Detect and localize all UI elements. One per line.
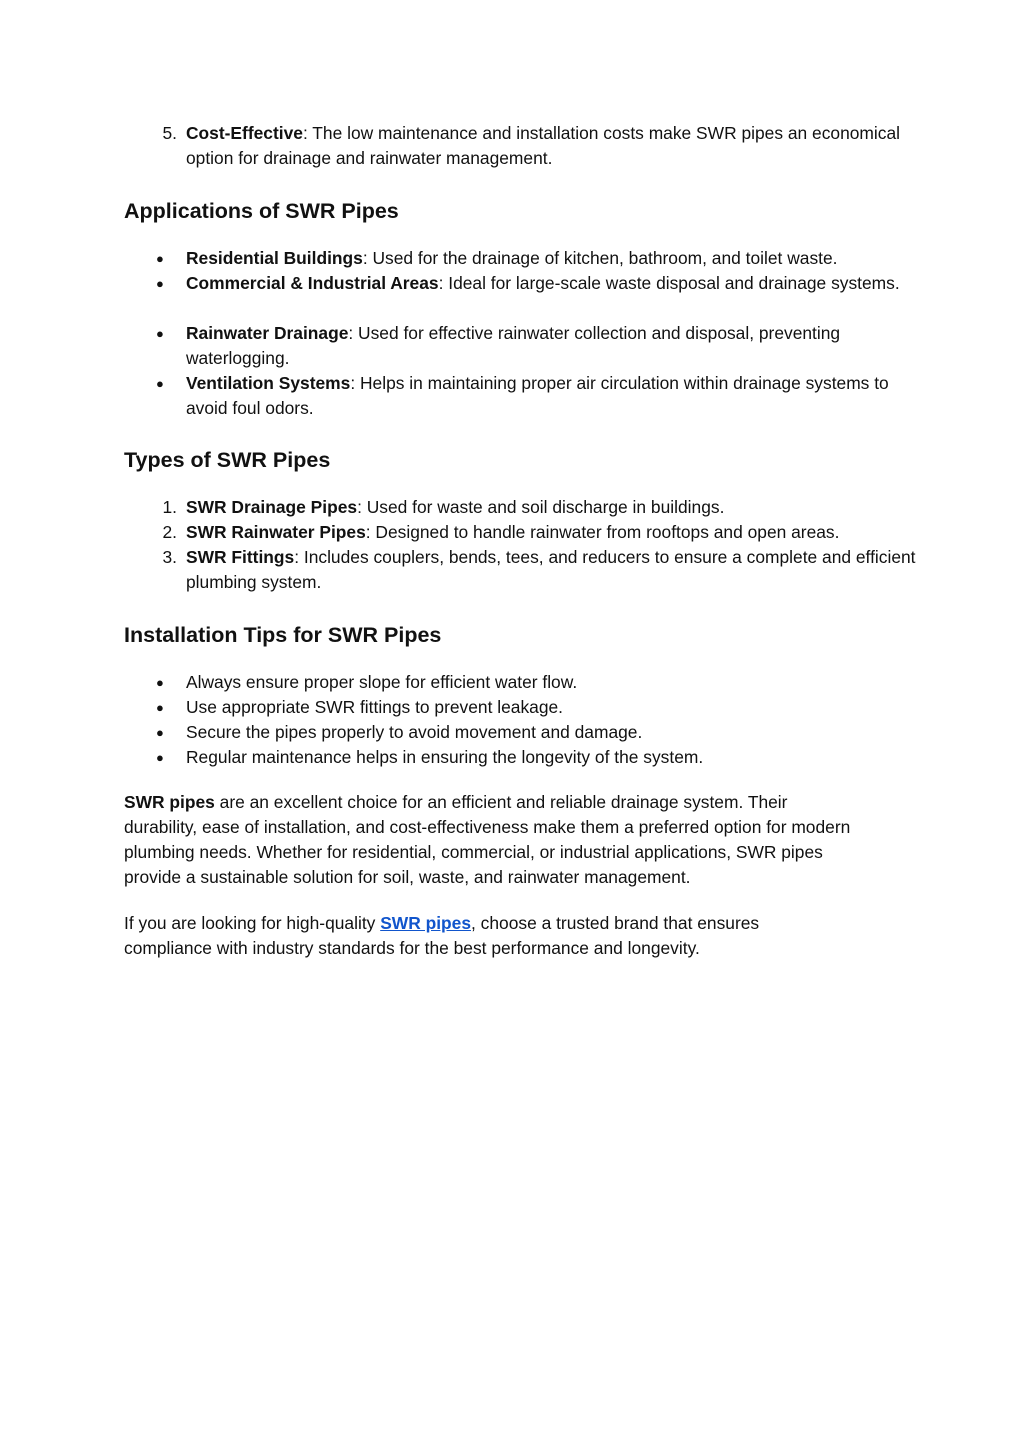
list-text: Regular maintenance helps in ensuring the longevity of the system. bbox=[186, 747, 704, 767]
bullet-icon: ● bbox=[156, 276, 164, 291]
applications-heading: Applications of SWR Pipes bbox=[124, 199, 399, 223]
list-item-cost-effective bbox=[162, 121, 916, 171]
bullet-icon: ● bbox=[156, 326, 164, 341]
bullet-icon: ● bbox=[156, 750, 164, 765]
installation-heading: Installation Tips for SWR Pipes bbox=[124, 623, 442, 647]
list-item-ventilation bbox=[156, 371, 916, 421]
list-text: Always ensure proper slope for efficient water flow. bbox=[186, 672, 578, 692]
list-text: Use appropriate SWR fittings to prevent leakage. bbox=[186, 697, 563, 717]
list-number: 2. bbox=[162, 522, 177, 542]
list-item-fittings bbox=[162, 545, 916, 595]
list-text: : The low maintenance and installation costs make SWR pipes an economical option for drainage and rainwater management. bbox=[186, 123, 901, 168]
list-term: Rainwater Drainage bbox=[186, 323, 349, 343]
cta-text-before: If you are looking for high-quality bbox=[124, 913, 381, 933]
list-term: Cost-Effective bbox=[186, 123, 303, 143]
list-item-tip-maintenance bbox=[156, 745, 916, 770]
cta-text-after: , choose a trusted brand that ensures compliance with industry standards for the best performance and longevity. bbox=[124, 913, 760, 958]
list-term: Commercial & Industrial Areas bbox=[186, 273, 439, 293]
list-number: 5. bbox=[162, 123, 177, 143]
list-text: : Used for waste and soil discharge in buildings. bbox=[357, 497, 725, 517]
bullet-icon: ● bbox=[156, 725, 164, 740]
list-item-tip-fittings bbox=[156, 695, 916, 720]
bullet-icon: ● bbox=[156, 700, 164, 715]
list-number: 1. bbox=[162, 497, 177, 517]
list-text: : Ideal for large-scale waste disposal and drainage systems. bbox=[438, 273, 900, 293]
list-term: Residential Buildings bbox=[186, 248, 363, 268]
bullet-icon: ● bbox=[156, 675, 164, 690]
list-text: : Used for effective rainwater collection and disposal, preventing waterlogging. bbox=[186, 323, 841, 368]
list-item-residential bbox=[156, 246, 916, 271]
conclusion-term: SWR pipes bbox=[124, 792, 215, 812]
bullet-icon: ● bbox=[156, 376, 164, 391]
list-item-commercial bbox=[156, 271, 916, 296]
list-text: : Used for the drainage of kitchen, bathroom, and toilet waste. bbox=[362, 248, 838, 268]
list-text: : Designed to handle rainwater from rooftops and open areas. bbox=[365, 522, 840, 542]
cta-paragraph bbox=[124, 911, 844, 961]
list-term: SWR Drainage Pipes bbox=[186, 497, 358, 517]
bullet-icon: ● bbox=[156, 251, 164, 266]
list-text: : Helps in maintaining proper air circulation within drainage systems to avoid foul odors. bbox=[186, 373, 889, 418]
list-item-rainwater-pipes bbox=[162, 520, 916, 545]
list-item-tip-slope bbox=[156, 670, 916, 695]
list-item-drainage-pipes bbox=[162, 495, 916, 520]
conclusion-text: are an excellent choice for an efficient and reliable drainage system. Their durability, ease of installation, and cost-effectiveness make them a preferred option for modern plumbing needs. Whether for residential, commercial, or industrial applications, SWR pipes provide a sustainable solution for soil, waste, and rainwater management. bbox=[124, 792, 851, 887]
conclusion-paragraph bbox=[124, 790, 864, 890]
list-item-tip-secure bbox=[156, 720, 916, 745]
swr-pipes-link[interactable]: SWR pipes bbox=[380, 913, 472, 933]
list-text: : Includes couplers, bends, tees, and reducers to ensure a complete and efficient plumbing system. bbox=[186, 547, 916, 592]
list-term: SWR Rainwater Pipes bbox=[186, 522, 366, 542]
list-item-rainwater bbox=[156, 321, 916, 371]
list-term: SWR Fittings bbox=[186, 547, 295, 567]
list-text: Secure the pipes properly to avoid movement and damage. bbox=[186, 722, 643, 742]
list-term: Ventilation Systems bbox=[186, 373, 351, 393]
list-number: 3. bbox=[162, 547, 177, 567]
types-heading: Types of SWR Pipes bbox=[124, 448, 331, 472]
